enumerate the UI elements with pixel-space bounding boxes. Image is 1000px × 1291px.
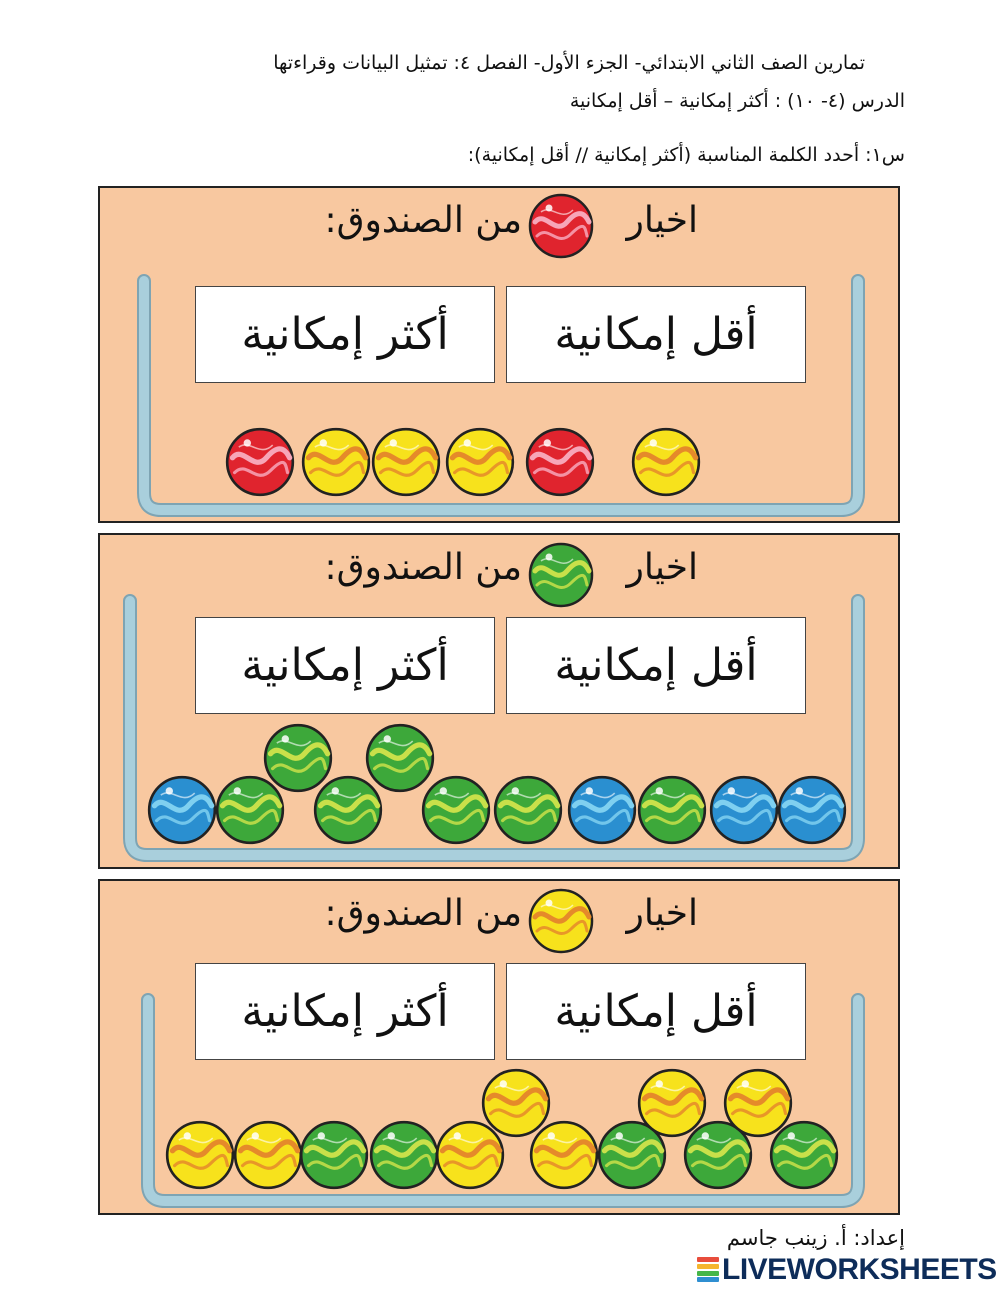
green-marble-icon [368,1119,440,1191]
question-text: س١: أحدد الكلمة المناسبة (أكثر إمكانية // أقل إمكانية): [467,144,905,166]
lesson-title: الدرس (٤- ١٠) : أكثر إمكانية – أقل إمكانية [569,90,905,112]
option-more-likely[interactable]: أكثر إمكانية [195,286,495,383]
yellow-marble-icon [300,426,372,498]
from-box-text: من الصندوق: [324,547,522,588]
green-marble-icon [492,774,564,846]
green-marble-icon [298,1119,370,1191]
blue-marble-icon [566,774,638,846]
blue-marble-icon [708,774,780,846]
panel-1 [98,186,900,523]
yellow-marble-icon [232,1119,304,1191]
green-marble-icon [768,1119,840,1191]
green-marble-icon [636,774,708,846]
option-more-likely[interactable]: أكثر إمكانية [195,617,495,714]
blue-marble-icon [146,774,218,846]
yellow-marble-icon [370,426,442,498]
option-less-likely[interactable]: أقل إمكانية [506,963,806,1060]
panel-3 [98,879,900,1215]
logo-icon [697,1257,719,1283]
author-credit: إعداد: أ. زينب جاسم [726,1226,905,1250]
yellow-marble-icon [164,1119,236,1191]
from-box-text: من الصندوق: [324,893,522,934]
blue-marble-icon [776,774,848,846]
yellow-marble-icon [630,426,702,498]
pick-word: اخيار [626,200,698,241]
pick-word: اخيار [626,547,698,588]
worksheet-title: تمارين الصف الثاني الابتدائي- الجزء الأول- الفصل ٤: تمثيل البيانات وقراءتها [273,52,865,74]
option-less-likely[interactable]: أقل إمكانية [506,617,806,714]
yellow-marble-icon [444,426,516,498]
logo-text: LIVEWORKSHEETS [722,1253,997,1286]
red-marble-icon [524,426,596,498]
option-more-likely[interactable]: أكثر إمكانية [195,963,495,1060]
liveworksheets-logo[interactable] [697,1253,997,1287]
option-less-likely[interactable]: أقل إمكانية [506,286,806,383]
red-marble-icon [224,426,296,498]
yellow-marble-icon [528,1119,600,1191]
from-box-text: من الصندوق: [324,200,522,241]
panel-2 [98,533,900,869]
pick-word: اخيار [626,893,698,934]
green-marble-icon [420,774,492,846]
